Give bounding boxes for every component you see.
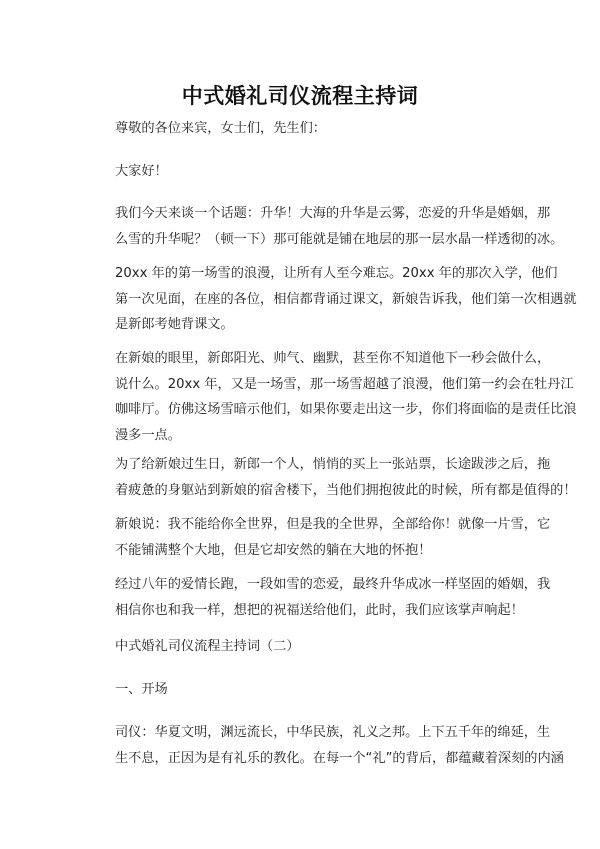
paragraph-line: 第一次见面，在座的各位，相信都背诵过课文，新娘告诉我，他们第一次相遇就 — [115, 291, 577, 307]
paragraph-line: 为了给新娘过生日，新郎一个人，悄悄的买上一张站票，长途跋涉之后，拖 — [115, 457, 551, 472]
paragraph-line: 着疲惫的身躯站到新娘的宿舍楼下，当他们拥抱彼此的时候，所有都是值得的！ — [115, 482, 577, 498]
paragraph-eight-years — [115, 572, 551, 623]
paragraph-birthday — [115, 452, 577, 503]
paragraph-hello — [115, 159, 520, 185]
paragraph-bride-view — [115, 346, 577, 448]
paragraph-sublimation — [115, 201, 564, 252]
paragraph-line: 不能铺满整个大地，但是它却安然的躺在大地的怀抱！ — [115, 542, 432, 558]
paragraph-bride-says — [115, 512, 551, 563]
paragraph-greeting — [115, 116, 520, 142]
paragraph-line: 司仪：华夏文明，渊远流长，中华民族，礼义之邦。上下五千年的绵延，生 — [115, 725, 551, 740]
paragraph-line: 咖啡厅。仿佛这场雪暗示他们，如果你要走出这一步，你们将面临的是责任比浪 — [115, 402, 577, 417]
paragraph-line: 尊敬的各位来宾，女士们，先生们： — [115, 121, 326, 136]
section-heading — [115, 634, 520, 660]
paragraph-opening — [115, 720, 564, 771]
paragraph-first-snow — [115, 261, 577, 338]
paragraph-line: 新娘说：我不能给你全世界，但是我的全世界，全部给你！就像一片雪，它 — [115, 517, 551, 532]
paragraph-line: 一、开场 — [115, 682, 168, 697]
paragraph-line: 中式婚礼司仪流程主持词（二） — [115, 639, 300, 654]
paragraph-line: 在新娘的眼里，新郎阳光、帅气、幽默，甚至你不知道他下一秒会做什么， — [115, 351, 551, 366]
paragraph-line: 说什么。20xx 年，又是一场雪，那一场雪超越了浪漫，他们第一约会在牡丹江 — [115, 376, 574, 392]
paragraph-line: 么雪的升华呢？（顿一下）那可能就是铺在地层的那一层水晶一样透彻的冰。 — [115, 231, 564, 247]
subsection-heading — [115, 677, 520, 703]
paragraph-line: 相信你也和我一样，想把的祝福送给他们，此时，我们应该掌声响起！ — [115, 602, 524, 618]
paragraph-line: 我们今天来谈一个话题：升华！大海的升华是云雾，恋爱的升华是婚姻，那 — [115, 206, 551, 221]
paragraph-line: 生不息，正因为是有礼乐的教化。在每一个“礼”的背后，都蕴藏着深刻的内涵 — [115, 750, 564, 766]
document-title: 中式婚礼司仪流程主持词 — [181, 84, 419, 108]
paragraph-line: 大家好！ — [115, 164, 168, 179]
paragraph-line: 20xx 年的第一场雪的浪漫，让所有人至今难忘。20xx 年的那次入学，他们 — [115, 266, 558, 281]
paragraph-line: 漫多一点。 — [115, 427, 181, 443]
paragraph-line: 是新郎考她背课文。 — [115, 317, 234, 332]
paragraph-line: 经过八年的爱情长跑，一段如雪的恋爱，最终升华成冰一样坚固的婚姻，我 — [115, 577, 551, 592]
